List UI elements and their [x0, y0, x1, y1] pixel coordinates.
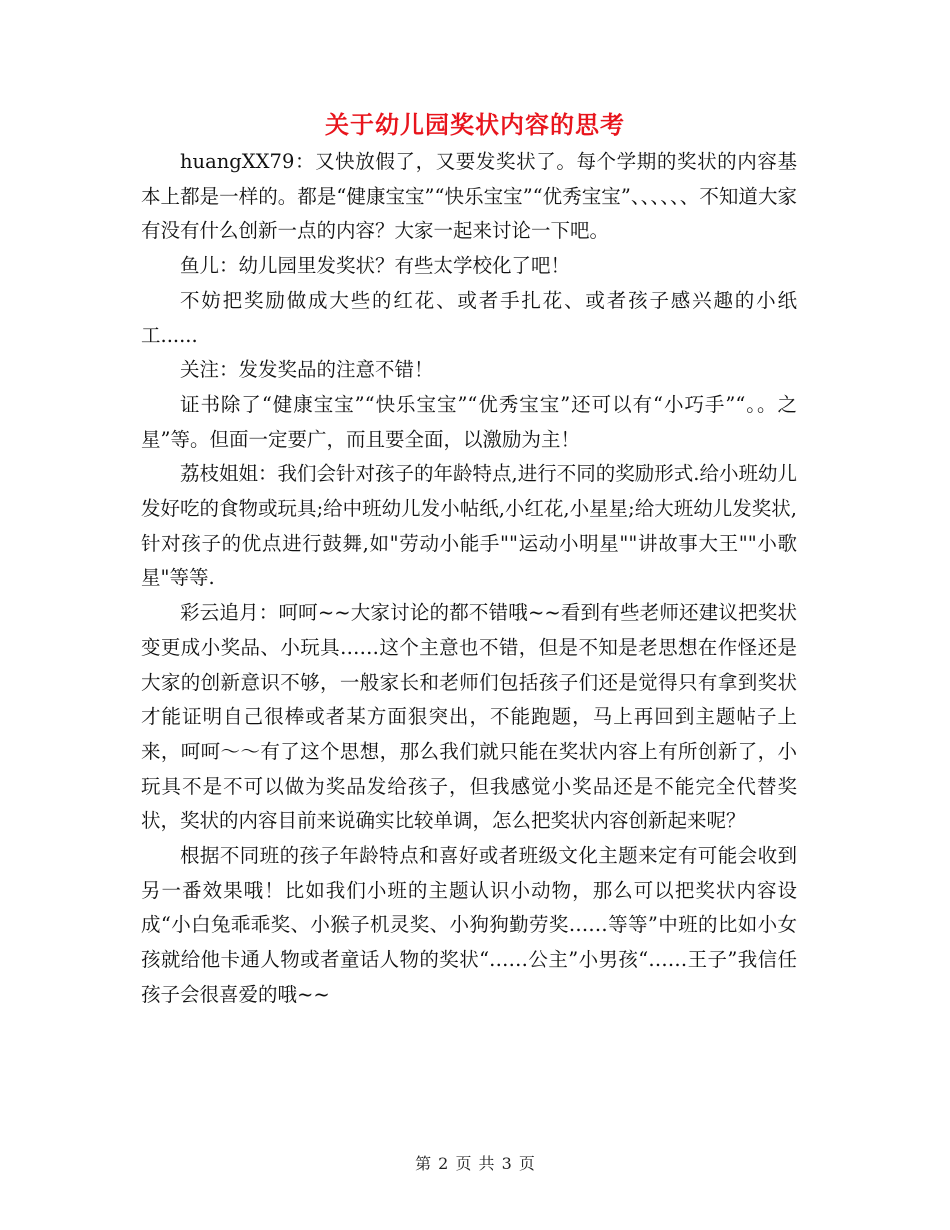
paragraph-yuer: 鱼儿：幼儿园里发奖状？有些太学校化了吧！ [180, 254, 571, 278]
document-body [141, 145, 797, 1013]
paragraph-caiyun-zhuiyue: 彩云追月：呵呵~~大家讨论的都不错哦~~看到有些老师还建议把奖状变更成小奖品、小玩具……这个主意也不错，但是不知是老思想在作怪还是大家的创新意识不够，一般家长和老师们包括孩子们还是觉得只有拿到奖状才能证明自己很棒或者某方面狠突出，不能跑题，马上再回到主题帖子上来，呵呵～～有了这个思想，那么我们就只能在奖状内容上有所创新了，小玩具不是不可以做为奖品发给孩子，但我感觉小奖品还是不能完全代替奖状，奖状的内容目前来说确实比较单调，怎么把奖状内容创新起来呢？ [141, 601, 797, 833]
paragraph-guanzhu: 关注：发发奖品的注意不错！ [180, 358, 434, 382]
paragraph-certificate: 证书除了“健康宝宝”“快乐宝宝”“优秀宝宝”还可以有“小巧手”“。。之星”等。但面一定要广，而且要全面，以激励为主！ [141, 392, 797, 451]
page-number-footer: 第 2 页 共 3 页 [415, 1154, 535, 1173]
document-title: 关于幼儿园奖状内容的思考 [325, 110, 625, 139]
paragraph-class-themes: 根据不同班的孩子年龄特点和喜好或者班级文化主题来定有可能会收到另一番效果哦！比如我们小班的主题认识小动物，那么可以把奖状内容设成“小白兔乖乖奖、小猴子机灵奖、小狗狗勤劳奖……等等”中班的比如小女孩就给他卡通人物或者童话人物的奖状“……公主”小男孩“……王子”我信任孩子会很喜爱的哦~~ [141, 844, 797, 1006]
paragraph-lizhi-jiejie: 荔枝姐姐：我们会针对孩子的年龄特点,进行不同的奖励形式.给小班幼儿发好吃的食物或玩具;给中班幼儿发小帖纸,小红花,小星星;给大班幼儿发奖状,针对孩子的优点进行鼓舞,如"劳动小能手""运动小明星""讲故事大王""小歌星"等等. [141, 462, 797, 590]
paragraph-red-flower: 不妨把奖励做成大些的红花、或者手扎花、或者孩子感兴趣的小纸工...... [141, 288, 797, 347]
paragraph-huangxx79: huangXX79：又快放假了，又要发奖状了。每个学期的奖状的内容基本上都是一样的。都是“健康宝宝”“快乐宝宝”“优秀宝宝”、、、、、、不知道大家有没有什么创新一点的内容？大家一起来讨论一下吧。 [141, 150, 797, 243]
